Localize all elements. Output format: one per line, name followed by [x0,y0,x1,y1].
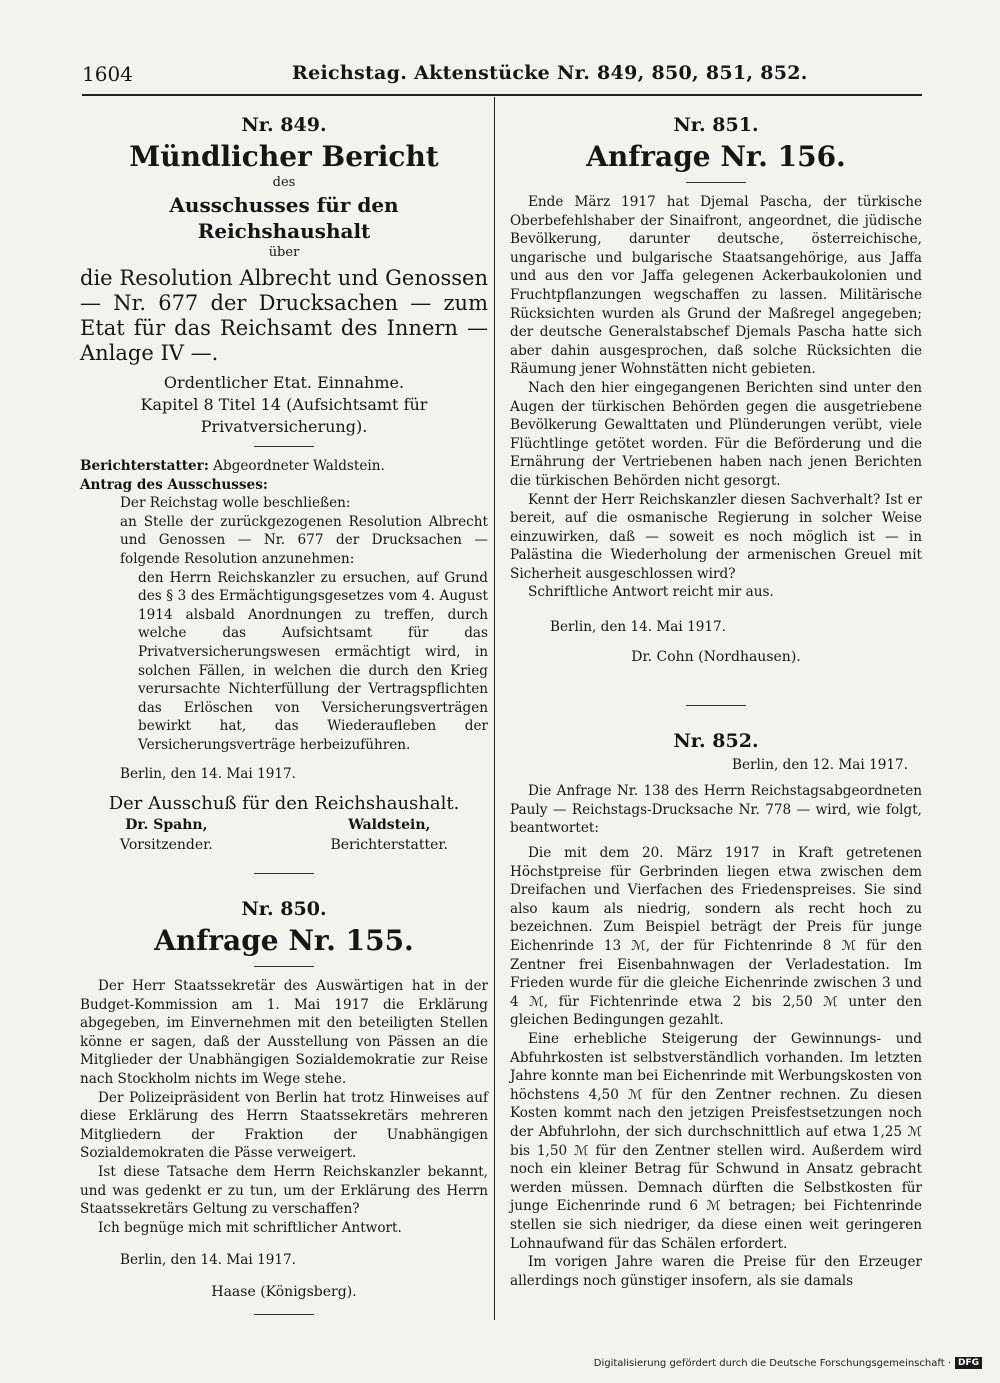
doc849-signatures [80,815,488,855]
divider-rule [254,1314,314,1315]
right-column [510,100,922,1290]
doc852-p3: Im vorigen Jahre waren die Preise für den Erzeuger allerdings noch günstiger insofern, als sie damals [510,1254,922,1289]
doc849-number: Nr. 849. [241,114,327,136]
doc849-resolution: den Herrn Reichskanzler zu ersuchen, auf Grund des § 3 des Ermächtigungsgesetzes vom 4. August 1914 alsbald Anordnungen zu treffen, durch welche das Aufsichtsamt für das Privatversicherungswesen ermächtigt wird, in solchen Fällen, in welchen die durch den Krieg verursachte Nichterfüllung der Vertragspflichten das Erlöschen von Versicherungsverträgen bewirkt hat, das Wiederaufleben der Versicherungsverträge herbeizuführen. [138,569,488,753]
sig1-role: Vorsitzender. [120,837,213,854]
doc851-number: Nr. 851. [673,114,759,136]
sig2-role: Berichterstatter. [330,837,448,854]
doc850-signature: Haase (Königsberg). [211,1284,357,1300]
doc852-p2: Eine erhebliche Steigerung der Gewinnungs- und Abfuhrkosten ist selbstverständlich vorhanden. Im letzten Jahre konnte man bei Eichenrinde mit Werbungskosten von höchstens 4,50 ℳ für den Zentner rechnen. Zu diesen Kosten kommt nach den jetzigen Preisfestsetzungen noch der Abfuhrlohn, der sich durchschnittlich auf etwa 1,25 ℳ bis 1,50 ℳ für den Zentner stellen wird. Außerdem wird noch ein kleiner Betrag für Schwund in Ansatz gebracht werden müssen. Demnach dürften die Selbstkosten für junge Eichenrinde rund 6 ℳ betragen; bei Fichtenrinde stellen sie sich niedriger, da diese einen weit geringeren Lohnaufwand für das Schälen erfordert. [510,1030,922,1252]
footer [594,1357,982,1369]
doc849-date: Berlin, den 14. Mai 1917. [120,765,296,782]
doc849-stelle: an Stelle der zurückgezogenen Resolution Albrecht und Genossen — Nr. 677 der Drucksachen — folgende Resolution anzunehmen: [120,513,488,567]
document-850 [80,898,488,1315]
doc849-title: Mündlicher Bericht [129,140,439,173]
sig2-name: Waldstein, [348,817,431,834]
footer-text: Digitalisierung gefördert durch die Deutsche Forschungsgemeinschaft · [593,1357,951,1369]
doc851-p4: Schriftliche Antwort reicht mir aus. [528,584,774,601]
doc849-antrag: Antrag des Ausschusses: [80,476,268,493]
divider-rule [686,705,746,706]
column-divider [494,97,495,1320]
doc850-p2: Der Polizeipräsident von Berlin hat trotz Hinweises auf diese Erklärung des Herrn Staatssekretärs mehreren Mitgliedern der Fraktion der Unabhängigen Sozialdemokraten die Pässe verweigert. [80,1089,488,1162]
divider-rule [254,873,314,874]
reporter-text: Abgeordneter Waldstein. [213,458,385,474]
sig1-name: Dr. Spahn, [125,817,208,834]
document-849 [80,114,488,874]
doc851-date: Berlin, den 14. Mai 1917. [550,619,726,636]
doc851-p3: Kennt der Herr Reichskanzler diesen Sachverhalt? Ist er bereit, auf die osmanische Regierung in solcher Weise einzuwirken, daß — soweit es noch möglich ist — in Palästina die Wiederholung der armenischen Greuel mit Sicherheit ausgeschlossen wird? [510,491,922,582]
doc851-p2: Nach den hier eingegangenen Berichten sind unter den Augen der türkischen Behörden gegen die ausgetriebene Bevölkerung Gewalttaten und Plünderungen verübt, viele Flüchtlinge getötet worden. Für die Beförderung und die Ernährung der Vertriebenen haben nach jenen Berichten die türkischen Behörden nicht gesorgt. [510,379,922,489]
doc851-p1: Ende März 1917 hat Djemal Pascha, der türkische Oberbefehlshaber der Sinaifront, angeordnet, die jüdische Bevölkerung, darunter deutsche, österreichische, ungarische und bulgarische Staatsangehörige, aus Jaffa und aus den vor Jaffa gelegenen Ackerbaukolonien und Fruchtpflanzungen wegschaffen zu lassen. Militärische Rücksichten wurden als Grund der Maßregel angegeben; der deutsche Generalstabschef Djemals Pascha hatte sich aber dahin ausgesprochen, daß solche Rücksichten die Räumung jener Wohnstätten nicht gebieten. [510,194,922,378]
doc850-title: Anfrage Nr. 155. [154,924,414,958]
doc849-committee: Ausschusses für den Reichshaushalt [169,193,399,243]
left-column [80,100,488,1325]
document-851 [510,114,922,706]
doc850-number: Nr. 850. [241,898,327,921]
doc850-p4: Ich begnüge mich mit schriftlicher Antwort. [98,1219,402,1236]
dfg-logo: DFG [955,1357,982,1369]
doc851-title: Anfrage Nr. 156. [586,140,846,173]
doc849-subject: die Resolution Albrecht und Genossen — Nr. 677 der Drucksachen — zum Etat für das Reichsamt des Innern — Anlage IV —. [80,266,488,365]
doc849-kapitel: Kapitel 8 Titel 14 (Aufsichtsamt für Privatversicherung). [140,395,428,436]
document-852 [510,730,922,1291]
signature-chair [120,815,213,855]
divider-rule [254,966,314,967]
doc851-signature: Dr. Cohn (Nordhausen). [631,648,801,665]
doc850-p1: Der Herr Staatssekretär des Auswärtigen hat in der Budget-Kommission am 1. Mai 1917 die Erklärung abgegeben, im Einvernehmen mit den beteiligten Stellen könne er sagen, daß der Ausstellung von Pässen an die Mitglieder der Unabhängigen Sozialdemokratie zur Reise nach Stockholm nichts im Wege stehe. [80,978,488,1088]
reporter-label: Berichterstatter: [80,458,209,474]
doc849-reporter [80,457,488,476]
divider-rule [254,446,314,447]
running-title: Reichstag. Aktenstücke Nr. 849, 850, 851, 852. [292,62,808,84]
divider-rule [686,182,746,183]
doc852-date: Berlin, den 12. Mai 1917. [732,756,908,773]
doc852-lead: Die Anfrage Nr. 138 des Herrn Reichstagsabgeordneten Pauly — Reichstags-Drucksache Nr. 778 — wird, wie folgt, beantwortet: [510,783,922,837]
doc852-number: Nr. 852. [673,729,759,752]
doc849-etat: Ordentlicher Etat. Einnahme. [163,373,405,392]
page-header [82,60,922,96]
doc849-intro: Der Reichstag wolle beschließen: [120,495,351,512]
doc850-p3: Ist diese Tatsache dem Herrn Reichskanzler bekannt, und was gedenkt er zu tun, um der Erklärung des Herrn Staatssekretärs Geltung zu verschaffen? [80,1164,488,1218]
signature-reporter [330,815,448,855]
doc852-p1: Die mit dem 20. März 1917 in Kraft getretenen Höchstpreise für Gerbrinden liegen etwa zwischen dem Dreifachen und Vierfachen des Friedenspreises. Sie sind also kaum als niedrig, sondern als recht hoch zu bezeichnen. Zum Beispiel beträgt der Preis für junge Eichenrinde 13 ℳ, der für Fichtenrinde 8 ℳ für den Zentner frei Eisenbahnwagen der Verladestation. Im Frieden wurde für die gleiche Eichenrinde zwischen 3 und 4 ℳ, für Fichtenrinde etwa 2 bis 2,50 ℳ unter den gleichen Bedingungen gezahlt. [510,845,922,1029]
doc849-ueber: über [268,245,300,260]
doc849-des: des [272,175,296,190]
doc850-date: Berlin, den 14. Mai 1917. [120,1252,296,1269]
doc849-signoff: Der Ausschuß für den Reichshaushalt. [108,793,460,815]
page-number: 1604 [82,62,133,86]
